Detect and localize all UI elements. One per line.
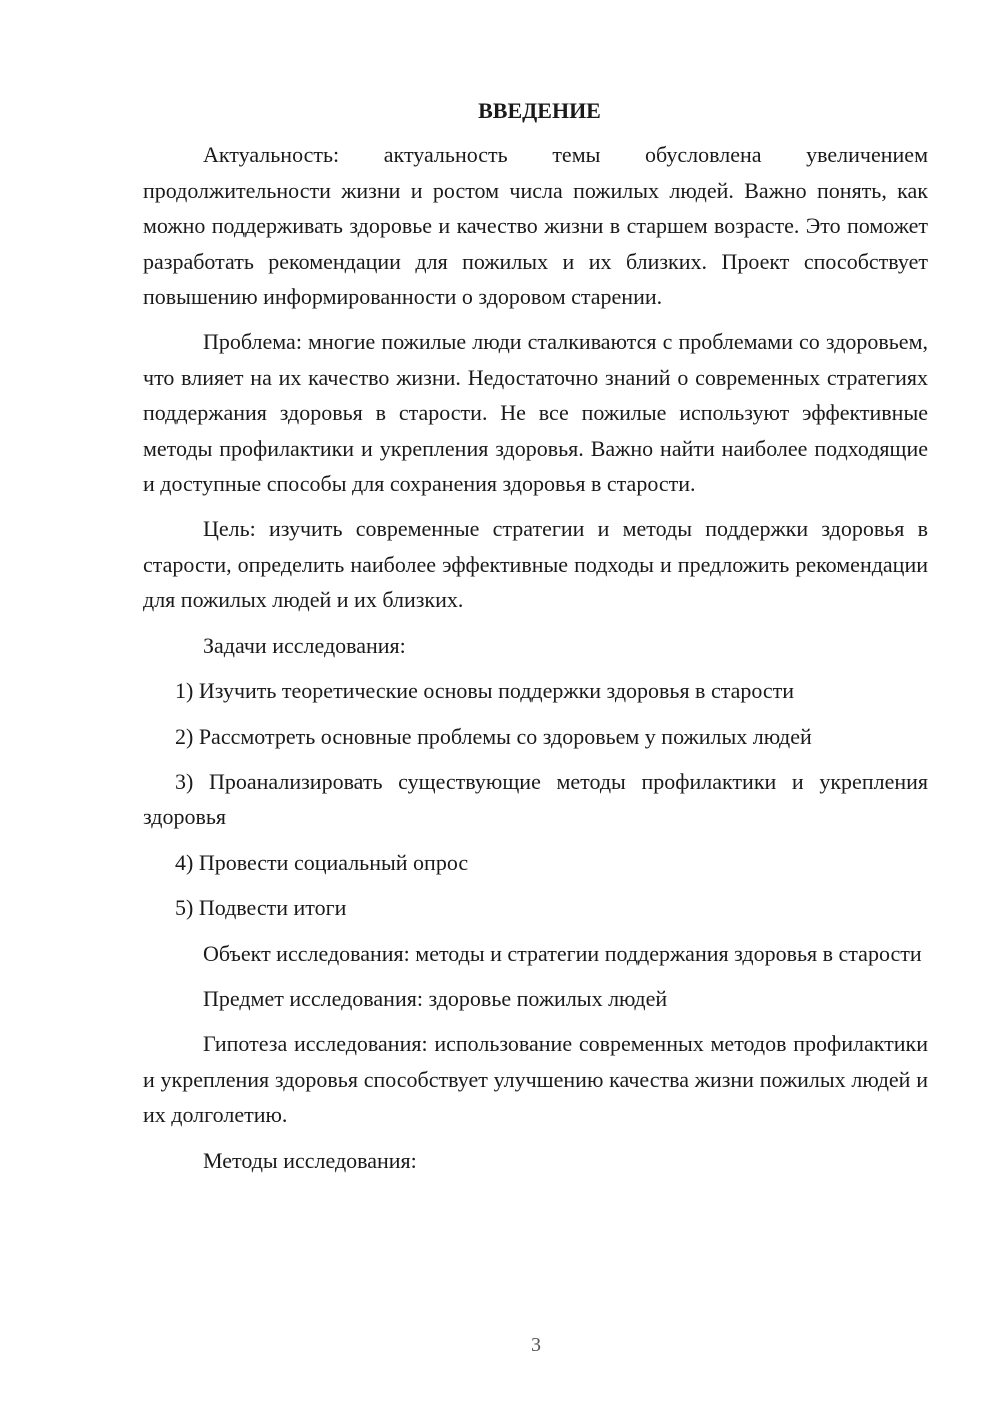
task-item-5: 5) Подвести итоги (175, 895, 347, 921)
page-number: 3 (531, 1334, 541, 1356)
paragraph-relevance: Актуальность: актуальность темы обусловлена увеличением продолжительности жизни и ростом числа пожилых людей. Важно понять, как можно поддерживать здоровье и качество жизни в старшем возрасте. Это поможет разработать рекомендации для пожилых и их близких. Проект способствует повышению информированности о здоровом старении. (143, 142, 928, 310)
paragraph-tasks-heading: Задачи исследования: (203, 632, 406, 658)
task-item-4: 4) Провести социальный опрос (175, 849, 469, 875)
paragraph-object: Объект исследования: методы и стратегии поддержания здоровья в старости (203, 940, 922, 966)
paragraph-problem: Проблема: многие пожилые люди сталкиваются с проблемами со здоровьем, что влияет на их качество жизни. Недостаточно знаний о современных стратегиях поддержания здоровья в старости. Не все пожилые используют эффективные методы профилактики и укрепления здоровья. Важно найти наиболее подходящие и доступные способы для сохранения здоровья в старости. (143, 329, 928, 497)
paragraph-hypothesis: Гипотеза исследования: использование современных методов профилактики и укрепления здоровья способствует улучшению качества жизни пожилых людей и их долголетию. (143, 1031, 928, 1128)
paragraph-subject: Предмет исследования: здоровье пожилых людей (203, 985, 668, 1011)
section-title: ВВЕДЕНИЕ (478, 98, 601, 123)
document-page (143, 93, 928, 1188)
task-item-1: 1) Изучить теоретические основы поддержки здоровья в старости (175, 678, 795, 704)
task-item-3: 3) Проанализировать существующие методы профилактики и укрепления здоровья (143, 768, 928, 830)
paragraph-goal: Цель: изучить современные стратегии и методы поддержки здоровья в старости, определить наиболее эффективные подходы и предложить рекомендации для пожилых людей и их близких. (143, 516, 928, 613)
paragraph-methods: Методы исследования: (203, 1147, 417, 1173)
task-item-2: 2) Рассмотреть основные проблемы со здоровьем у пожилых людей (175, 723, 812, 749)
